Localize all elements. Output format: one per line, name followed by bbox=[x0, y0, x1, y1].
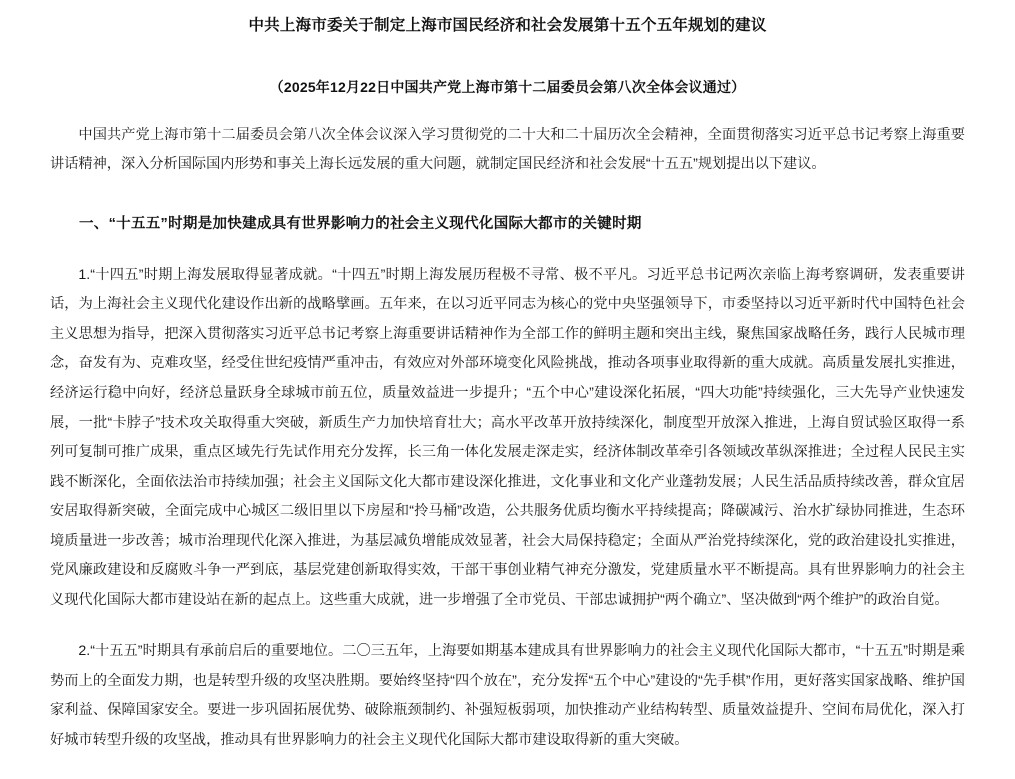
intro-paragraph: 中国共产党上海市第十二届委员会第八次全体会议深入学习贯彻党的二十大和二十届历次全会精神，全面贯彻落实习近平总书记考察上海重要讲话精神，深入分析国际国内形势和事关上海长远发展的重大问题，就制定国民经济和社会发展“十五五”规划提出以下建议。 bbox=[50, 126, 965, 173]
body-paragraph-2: 2.“十五五”时期具有承前启后的重要地位。二〇三五年，上海要如期基本建成具有世界影响力的社会主义现代化国际大都市，“十五五”时期是乘势而上的全面发力期，也是转型升级的攻坚决胜期。要始终坚持“四个放在”，充分发挥“五个中心”建设的“先手棋”作用，更好落实国家战略、维护国家利益、保障国家安全。要进一步巩固拓展优势、破除瓶颈制约、补强短板弱项，加快推动产业结构转型、质量效益提升、空间布局优化，深入打好城市转型升级的攻坚战，推动具有世界影响力的社会主义现代化国际大都市建设取得新的重大突破。 bbox=[50, 643, 965, 748]
page-title: 中共上海市委关于制定上海市国民经济和社会发展第十五个五年规划的建议 bbox=[248, 17, 767, 34]
document-subtitle: （2025年12月22日中国共产党上海市第十二届委员会第八次全体会议通过） bbox=[269, 78, 746, 95]
body-paragraph-1: 1.“十四五”时期上海发展取得显著成就。“十四五”时期上海发展历程极不寻常、极不平凡。习近平总书记两次亲临上海考察调研，发表重要讲话，为上海社会主义现代化建设作出新的战略擘画。五年来，在以习近平同志为核心的党中央坚强领导下，市委坚持以习近平新时代中国特色社会主义思想为指导，把深入贯彻落实习近平总书记考察上海重要讲话精神作为全部工作的鲜明主题和突出主线，聚焦国家战略任务，践行人民城市理念，奋发有为、克难攻坚，经受住世纪疫情严重冲击，有效应对外部环境变化风险挑战，推动各项事业取得新的重大成就。高质量发展扎实推进，经济运行稳中向好，经济总量跃身全球城市前五位，质量效益进一步提升；“五个中心”建设深化拓展，“四大功能”持续强化，三大先导产业快速发展，一批“卡脖子”技术攻关取得重大突破，新质生产力加快培育壮大；高水平改革开放持续深化，制度型开放深入推进，上海自贸试验区取得一系列可复制可推广成果，重点区域先行先试作用充分发挥，长三角一体化发展走深走实，经济体制改革牵引各领域改革纵深推进；全过程人民民主实践不断深化，全面依法治市持续加强；社会主义国际文化大都市建设深化推进，文化事业和文化产业蓬勃发展；人民生活品质持续改善，群众宜居安居取得新突破，全面完成中心城区二级旧里以下房屋和“拎马桶”改造，公共服务优质均衡水平持续提高；降碳减污、治水扩绿协同推进，生态环境质量进一步改善；城市治理现代化深入推进，为基层减负增能成效显著，社会大局保持稳定；全面从严治党持续深化，党的政治建设扎实推进，党风廉政建设和反腐败斗争一严到底，基层党建创新取得实效，干部干事创业精气神充分激发，党建质量水平不断提高。具有世界影响力的社会主义现代化国际大都市建设站在新的起点上。这些重大成就，进一步增强了全市党员、干部忠诚拥护“两个确立”、坚决做到“两个维护”的政治自觉。 bbox=[50, 266, 965, 608]
section-heading-one: 一、“十五五”时期是加快建成具有世界影响力的社会主义现代化国际大都市的关键时期 bbox=[79, 215, 642, 232]
